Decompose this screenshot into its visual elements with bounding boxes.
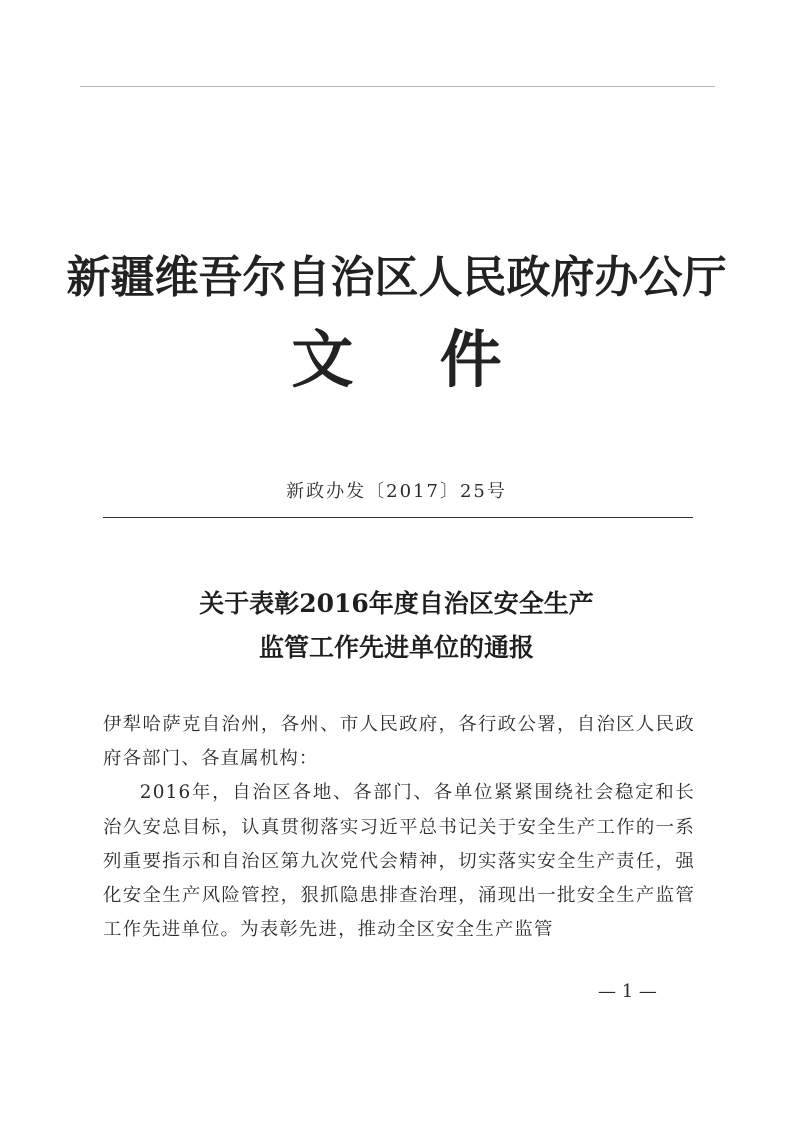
title-line-1: 关于表彰2016年度自治区安全生产 (199, 589, 594, 618)
issuer-heading: 新疆维吾尔自治区人民政府办公厅 (66, 252, 727, 303)
document-number: 新政办发〔2017〕25号 (286, 481, 507, 502)
document-body (103, 708, 695, 947)
page-number: — 1 — (598, 981, 657, 1002)
title-line-2: 监管工作先进单位的通报 (258, 633, 534, 662)
header-separator-line (103, 517, 693, 518)
document-title (0, 582, 793, 670)
document-type-heading: 文 件 (291, 323, 502, 396)
recipients-paragraph: 伊犁哈萨克自治州，各州、市人民政府，各行政公署，自治区人民政府各部门、各直属机构： (103, 714, 695, 770)
top-divider (80, 86, 715, 87)
body-paragraph-1: 2016年，自治区各地、各部门、各单位紧紧围绕社会稳定和长治久安总目标，认真贯彻落实习近平总书记关于安全生产工作的一系列重要指示和自治区第九次党代会精神，切实落实安全生产责任，强化安全生产风险管控，狠抓隐患排查治理，涌现出一批安全生产监管工作先进单位。为表彰先进，推动全区安全生产监管 (103, 782, 695, 941)
